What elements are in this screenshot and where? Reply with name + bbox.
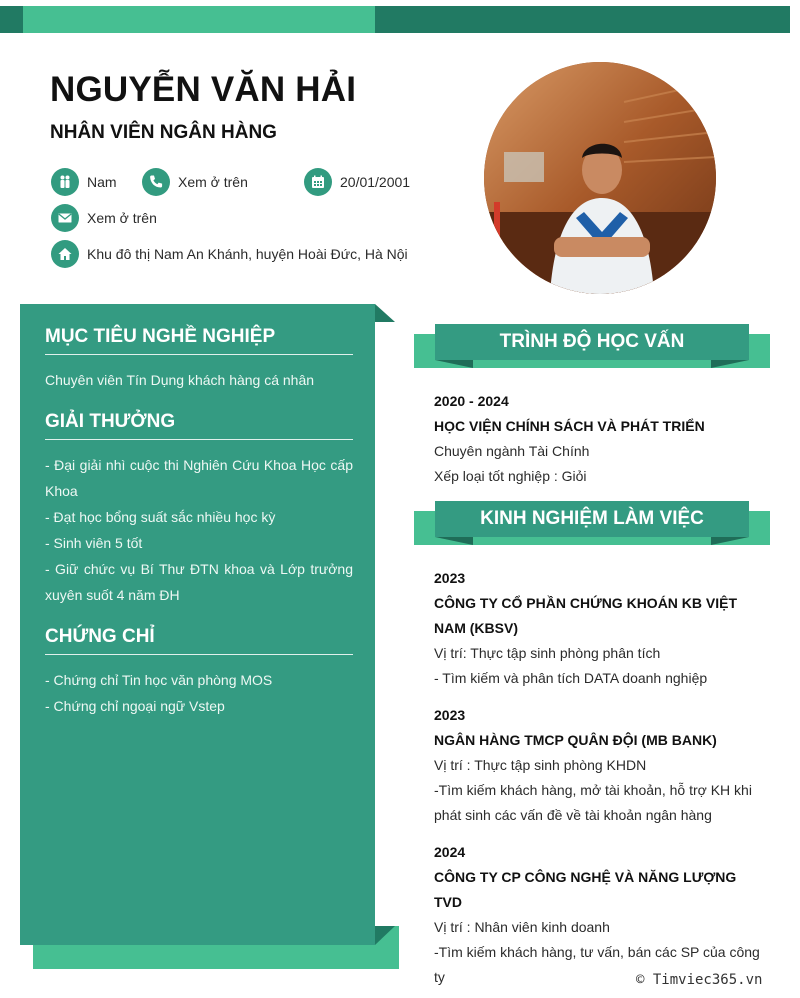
gender-text: Nam — [87, 174, 117, 190]
profile-photo-illustration — [484, 62, 716, 294]
email-text: Xem ở trên — [87, 210, 157, 226]
education-section — [434, 389, 764, 489]
job-description: - Tìm kiếm và phân tích DATA doanh nghiệp — [434, 670, 708, 686]
education-grade: Xếp loại tốt nghiệp : Giỏi — [434, 468, 587, 484]
job-year: 2023 — [434, 570, 466, 586]
ribbon-fold-right — [711, 537, 749, 545]
ribbon-fold-right — [711, 360, 749, 368]
education-major: Chuyên ngành Tài Chính — [434, 443, 590, 459]
objective-text: Chuyên viên Tín Dụng khách hàng cá nhân — [45, 372, 315, 388]
panel-fold-top — [375, 304, 395, 322]
education-ribbon — [414, 324, 770, 370]
job-entry — [434, 566, 764, 691]
birthday-text: 20/01/2001 — [340, 174, 411, 190]
experience-heading: KINH NGHIỆM LÀM VIỆC — [435, 501, 749, 537]
people-icon — [51, 168, 79, 196]
certificates-heading: CHỨNG CHỈ — [45, 626, 353, 655]
job-entry — [434, 703, 764, 828]
certificates-section — [45, 626, 353, 719]
certificate-item: - Chứng chỉ ngoại ngữ Vstep — [45, 698, 225, 714]
home-icon — [51, 240, 79, 268]
award-item: - Đại giải nhì cuộc thi Nghiên Cứu Khoa Học cấp Khoa — [45, 457, 353, 499]
footer-credit: © Timviec365.vn — [636, 972, 763, 988]
award-item: - Giữ chức vụ Bí Thư ĐTN khoa và Lớp trưởng xuyên suốt 4 năm ĐH — [45, 561, 353, 603]
job-description: -Tìm kiếm khách hàng, mở tài khoản, hỗ trợ KH khi phát sinh các vấn đề về tài khoản ngân hàng — [434, 782, 752, 823]
address-info — [51, 240, 408, 268]
left-panel — [20, 304, 375, 945]
profile-photo — [484, 62, 716, 294]
job-entry — [434, 840, 764, 990]
education-heading: TRÌNH ĐỘ HỌC VẤN — [435, 324, 749, 360]
ribbon-fold-left — [435, 360, 473, 368]
phone-icon — [142, 168, 170, 196]
mail-icon — [51, 204, 79, 232]
education-school: HỌC VIỆN CHÍNH SÁCH VÀ PHÁT TRIỂN — [434, 418, 705, 434]
top-bar-accent — [23, 6, 375, 33]
job-position: Vị trí : Nhân viên kinh doanh — [434, 919, 610, 935]
awards-section — [45, 411, 353, 608]
gender-info — [51, 168, 117, 196]
objective-section — [45, 326, 353, 393]
award-item: - Đạt học bổng suất sắc nhiều học kỳ — [45, 509, 276, 525]
birthday-info — [304, 168, 410, 196]
job-description: -Tìm kiếm khách hàng, tư vấn, bán các SP của công ty — [434, 944, 760, 985]
experience-ribbon — [414, 501, 770, 547]
job-company: CÔNG TY CỔ PHẦN CHỨNG KHOÁN KB VIỆT NAM (KBSV) — [434, 595, 738, 636]
job-year: 2023 — [434, 707, 466, 723]
ribbon-fold-left — [435, 537, 473, 545]
awards-heading: GIẢI THƯỞNG — [45, 411, 353, 440]
email-info — [51, 204, 157, 232]
address-text: Khu đô thị Nam An Khánh, huyện Hoài Đức, Hà Nội — [87, 246, 408, 262]
calendar-icon — [304, 168, 332, 196]
job-company: CÔNG TY CP CÔNG NGHỆ VÀ NĂNG LƯỢNG TVD — [434, 869, 737, 910]
job-title: NHÂN VIÊN NGÂN HÀNG — [50, 122, 277, 143]
award-item: - Sinh viên 5 tốt — [45, 535, 143, 551]
certificate-item: - Chứng chỉ Tin học văn phòng MOS — [45, 672, 273, 688]
job-year: 2024 — [434, 844, 466, 860]
experience-section — [434, 566, 764, 998]
objective-heading: MỤC TIÊU NGHỀ NGHIỆP — [45, 326, 353, 355]
job-company: NGÂN HÀNG TMCP QUÂN ĐỘI (MB BANK) — [434, 732, 717, 748]
phone-text: Xem ở trên — [178, 174, 248, 190]
candidate-name: NGUYỄN VĂN HẢI — [50, 70, 357, 109]
education-period: 2020 - 2024 — [434, 393, 509, 409]
job-position: Vị trí : Thực tập sinh phòng KHDN — [434, 757, 647, 773]
panel-fold-bottom — [375, 926, 395, 945]
phone-info — [142, 168, 248, 196]
job-position: Vị trí: Thực tập sinh phòng phân tích — [434, 645, 661, 661]
